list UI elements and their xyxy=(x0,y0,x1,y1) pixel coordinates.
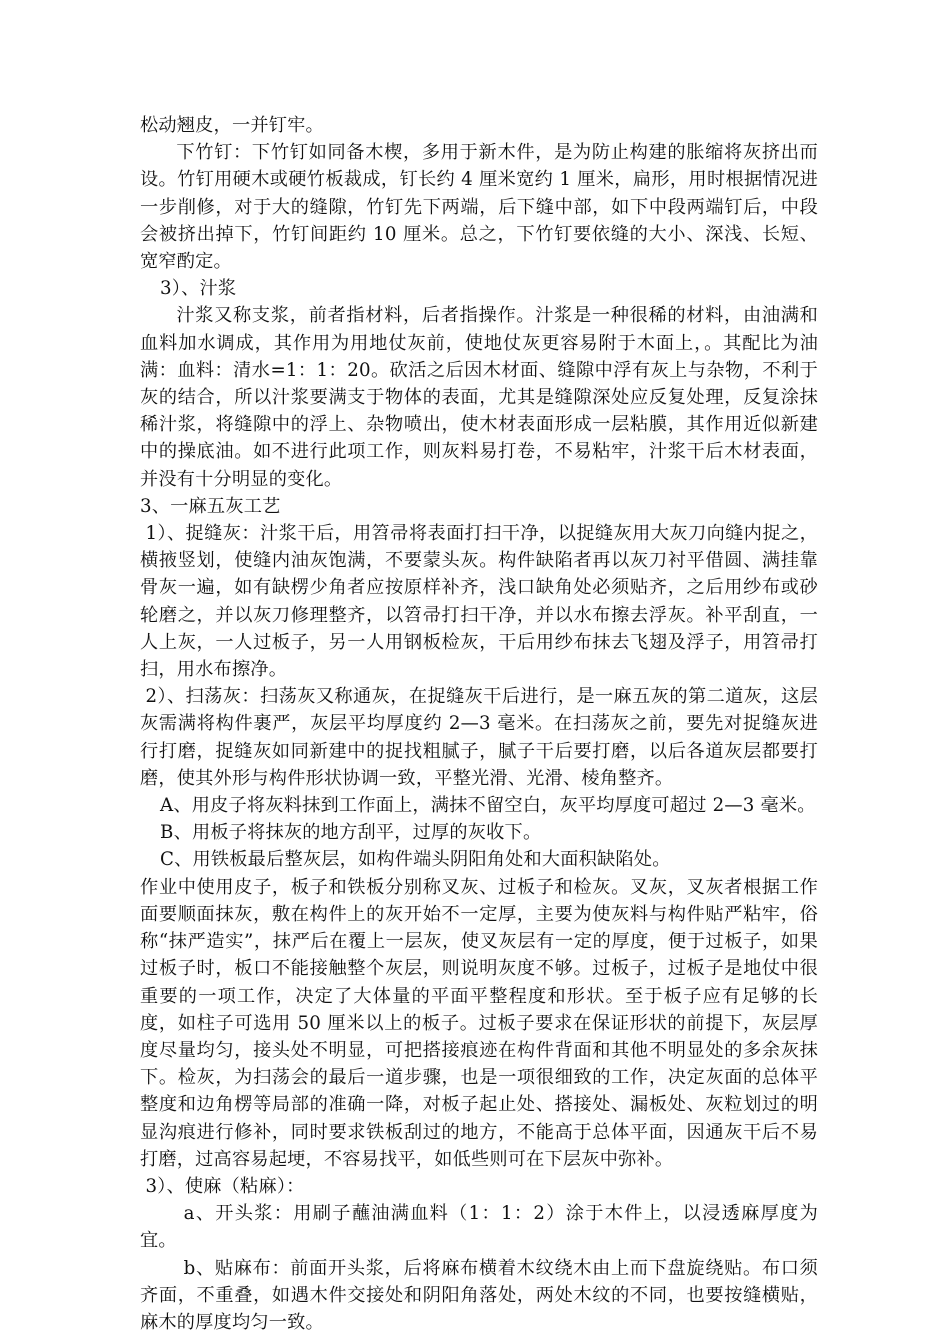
list-item-c: C、用铁板最后整灰层，如构件端头阴阳角处和大面积缺陷处。 xyxy=(160,849,671,871)
list-item-hemp-cloth: b、贴麻布：前面开头浆，后将麻布横着木纹绕木由上而下盘旋绕贴。布口须齐面，不重叠，如遇木件交接处和阴阳角落处，两处木纹的不同，也要按缝横贴，麻木的厚度均匀一致。 xyxy=(140,1257,818,1333)
paragraph-tools-operation: 作业中使用皮子，板子和铁板分别称叉灰、过板子和检灰。叉灰，叉灰者根据工作面要顺面抹灰，敷在构件上的灰开始不一定厚，主要为使灰料与构件贴严粘牢，俗称“抹严造实”，抹严后在覆上一层灰，使叉灰层有一定的厚度，便于过板子，如果过板子时，板口不能接触整个灰层，则说明灰度不够。过板子，过板子是地仗中很重要的一项工作，决定了大体量的平面平整程度和形状。至于板子应有足够的长度，如柱子可选用 50 厘米以上的板子。过板子要求在保证形状的前提下，灰层厚度尽量均匀，接头处不明显，可把搭接痕迹在构件背面和其他不明显处的多余灰抹下。检灰，为扫荡会的最后一道步骤，也是一项很细致的工作，决定灰面的总体平整度和边角楞等局部的准确一降，对板子起止处、搭接处、漏板处、灰粒划过的明显沟痕进行修补，同时要求铁板刮过的地方，不能高于总体平面，因通灰干后不易打磨，过高容易起埂，不容易找平，如低些则可在下层灰中弥补。 xyxy=(140,876,818,1170)
paragraph-slurry: 汁浆又称支浆，前者指材料，后者指操作。汁浆是一种很稀的材料，由油满和血料加水调成，其作用为用地仗灰前，使地仗灰更容易附于木面上，。其配比为油满：血料：清水=1：1：20。砍活之后因木材面、缝隙中浮有灰上与杂物，不利于灰的结合，所以汁浆要满支于物体的表面，尤其是缝隙深处应反复处理，反复涂抹稀汁浆，将缝隙中的浮上、杂物喷出，使木材表面形成一层粘膜，其作用近似新建中的操底油。如不进行此项工作，则灰料易打卷，不易粘牢，汁浆干后木材表面，并没有十分明显的变化。 xyxy=(140,305,818,490)
heading-hemp-application: 3）、使麻（粘麻）： xyxy=(145,1175,305,1197)
paragraph-bamboo-nails: 下竹钉：下竹钉如同备木楔，多用于新木件，是为防止构建的胀缩将灰挤出而设。竹钉用硬木或硬竹板裁成，钉长约 4 厘米宽约 1 厘米，扁形，用时根据情况进一步削修，对于大的缝隙，竹钉先下两端，后下缝中部，如下中段两端钉后，中段会被挤出掉下，竹钉间距约 10 厘米。总之，下竹钉要依缝的大小、深浅、长短、宽窄酌定。 xyxy=(140,142,818,273)
paragraph-continuation: 松动翘皮，一并钉牢。 xyxy=(140,115,324,136)
paragraph-sweeping-ash: 2）、扫荡灰：扫荡灰又称通灰，在捉缝灰干后进行，是一麻五灰的第二道灰，这层灰需满将构件裹严，灰层平均厚度约 2—3 毫米。在扫荡灰之前，要先对捉缝灰进行打磨，捉缝灰如同新建中的捉找粗腻子，腻子干后要打磨，以后各道灰层都要打磨，使其外形与构件形状协调一致，平整光滑、光滑、棱角整齐。 xyxy=(140,686,818,789)
list-item-a: A、用皮子将灰料抹到工作面上，满抹不留空白，灰平均厚度可超过 2—3 毫米。 xyxy=(160,795,816,817)
list-item-opening-slurry: a、开头浆：用刷子蘸油满血料（1：1：2）涂于木件上，以浸透麻厚度为宜。 xyxy=(140,1203,818,1252)
heading-slurry: 3）、汁浆 xyxy=(160,278,237,300)
list-item-b: B、用板子将抹灰的地方刮平，过厚的灰收下。 xyxy=(160,822,542,844)
document-body xyxy=(140,112,818,1336)
heading-one-hemp-five-ash: 3、一麻五灰工艺 xyxy=(140,495,281,517)
paragraph-crack-filling: 1）、捉缝灰：汁浆干后，用笤帚将表面打扫干净，以捉缝灰用大灰刀向缝内捉之，横掖竖划，使缝内油灰饱满，不要蒙头灰。构件缺陷者再以灰刀衬平借圆、满挂靠骨灰一遍，如有缺楞少角者应按原样补齐，浅口缺角处必须贴齐，之后用纱布或砂轮磨之，并以灰刀修理整齐，以笤帚打扫干净，并以水布擦去浮灰。补平刮直，一人上灰，一人过板子，另一人用钢板检灰，干后用纱布抹去飞翅及浮子，用笤帚打扫，用水布擦净。 xyxy=(140,523,818,681)
